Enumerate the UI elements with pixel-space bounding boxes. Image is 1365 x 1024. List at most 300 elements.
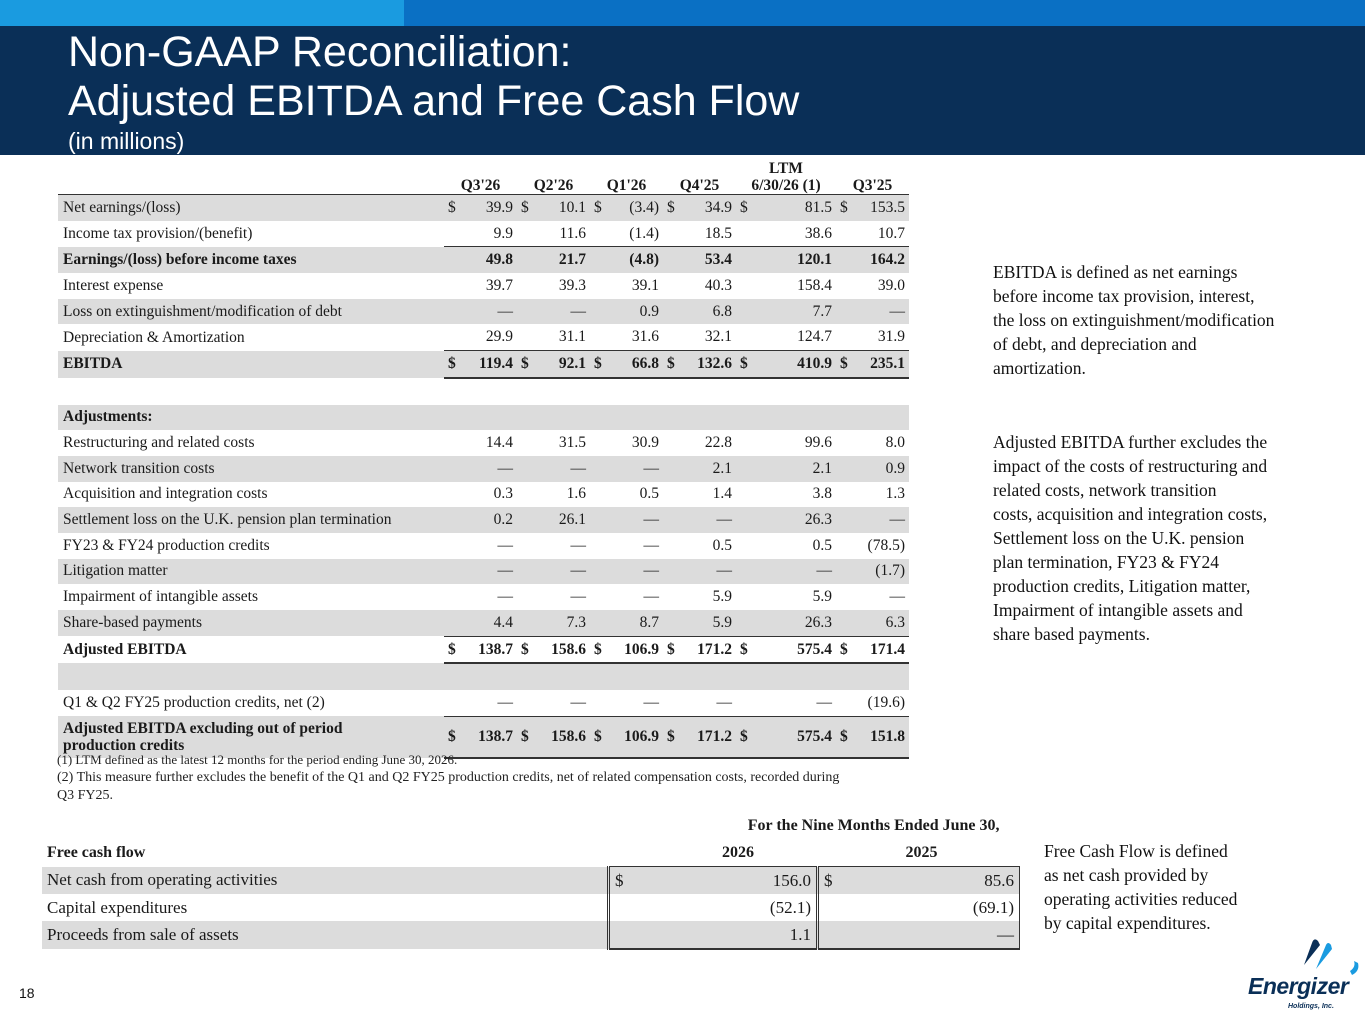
logo-wordmark: Energizer (1248, 973, 1349, 999)
cell-value: 31.6 (631, 328, 659, 346)
cell-value: — (570, 302, 586, 320)
value-cell (444, 610, 517, 636)
fcf-row-label: Capital expenditures (47, 897, 188, 917)
row-label: Interest expense (63, 276, 164, 294)
value-cell (517, 221, 590, 247)
cell-value: 138.7 (478, 728, 513, 746)
column-header: Q2'26 (517, 154, 590, 195)
row-label: Q1 & Q2 FY25 production credits, net (2) (63, 694, 325, 712)
footnote-2-cont: Q3 FY25. (57, 788, 114, 803)
cell-value: 2.1 (712, 459, 732, 477)
value-cell (663, 273, 736, 299)
value-cell (444, 273, 517, 299)
cell-value: 92.1 (558, 354, 586, 372)
cell-value: — (570, 588, 586, 606)
value-cell (736, 507, 836, 533)
value-cell (736, 690, 836, 716)
value-cell (663, 559, 736, 585)
value-cell (517, 247, 590, 273)
currency-sign: $ (824, 870, 833, 890)
row-label: Income tax provision/(benefit) (63, 224, 253, 242)
currency-sign: $ (667, 354, 675, 372)
value-cell (836, 507, 909, 533)
value-cell (663, 299, 736, 325)
fcf-period-row (42, 812, 1020, 839)
currency-sign: $ (740, 198, 748, 216)
value-cell (663, 716, 736, 758)
value-cell (517, 299, 590, 325)
value-cell (836, 559, 909, 585)
cell-value: — (889, 302, 905, 320)
column-header: Q3'26 (444, 154, 517, 195)
value-cell (736, 299, 836, 325)
table-row (58, 195, 909, 221)
free-cash-flow-table (42, 812, 1020, 950)
value-cell (517, 456, 590, 482)
cell-value: — (716, 511, 732, 529)
currency-sign: $ (615, 870, 624, 890)
title-line-2: Adjusted EBITDA and Free Cash Flow (68, 77, 800, 125)
currency-sign: $ (667, 640, 675, 658)
cell-value: 158.6 (551, 728, 586, 746)
cell-value: — (497, 562, 513, 580)
value-cell (590, 273, 663, 299)
cell-value: 7.3 (566, 613, 586, 631)
table-row (58, 456, 909, 482)
value-cell (444, 507, 517, 533)
cell-value: 410.9 (797, 354, 832, 372)
value-cell (517, 324, 590, 350)
cell-value: — (497, 693, 513, 711)
cell-value: (3.4) (629, 198, 659, 216)
value-cell (836, 533, 909, 559)
fcf-year-1: 2026 (609, 839, 818, 867)
row-label: Litigation matter (58, 559, 444, 585)
value-cell (836, 716, 909, 758)
table-row (58, 430, 909, 456)
currency-sign: $ (594, 728, 602, 746)
cell-value: 575.4 (797, 728, 832, 746)
cell-value: 575.4 (797, 640, 832, 658)
currency-sign: $ (594, 354, 602, 372)
fcf-value: (52.1) (609, 894, 818, 921)
value-cell (590, 351, 663, 378)
value-cell (736, 430, 836, 456)
cell-value: 5.9 (712, 588, 732, 606)
table-row (58, 559, 909, 585)
cell-value: 10.1 (558, 198, 586, 216)
spacer-row (58, 378, 909, 405)
cell-value: 39.1 (631, 276, 659, 294)
cell-value: — (570, 536, 586, 554)
row-label: Adjusted EBITDA (63, 640, 187, 658)
value-cell (590, 430, 663, 456)
value-cell (517, 716, 590, 758)
fcf-row-label: Proceeds from sale of assets (42, 921, 609, 949)
cell-value: 5.9 (812, 588, 832, 606)
header-blank (58, 154, 444, 195)
value-cell (836, 351, 909, 378)
cell-value: 0.9 (639, 302, 659, 320)
row-label: Impairment of intangible assets (63, 588, 258, 606)
cell-value: 99.6 (804, 434, 832, 452)
ebitda-reconciliation-table (58, 154, 909, 759)
fcf-period-header: For the Nine Months Ended June 30, (747, 816, 1000, 834)
value-cell (517, 533, 590, 559)
footnote-1: (1) LTM defined as the latest 12 months for the period ending June 30, 2026. (57, 752, 458, 767)
value-cell (836, 195, 909, 221)
cell-value: 235.1 (870, 354, 905, 372)
currency-sign: $ (840, 198, 848, 216)
cell-value: 158.4 (797, 276, 832, 294)
value-cell (663, 690, 736, 716)
cell-value: 0.5 (639, 485, 659, 503)
row-label-line: Adjusted EBITDA excluding out of period (63, 720, 343, 737)
value-cell (736, 482, 836, 508)
row-label: Acquisition and integration costs (63, 485, 268, 503)
row-label: EBITDA (58, 351, 444, 378)
cell-value: 66.8 (631, 354, 659, 372)
fcf-value: 85.6 (984, 870, 1014, 890)
cell-value: 171.2 (697, 640, 732, 658)
value-cell (836, 482, 909, 508)
cell-value: 21.7 (558, 251, 586, 269)
table-row (58, 584, 909, 610)
cell-value: 39.0 (877, 276, 905, 294)
row-label: Network transition costs (58, 456, 444, 482)
table-row (58, 273, 909, 299)
cell-value: — (816, 693, 832, 711)
value-cell (663, 456, 736, 482)
value-cell (663, 610, 736, 636)
cell-value: 8.7 (639, 613, 659, 631)
currency-sign: $ (667, 728, 675, 746)
cell-value: 2.1 (812, 459, 832, 477)
currency-sign: $ (448, 198, 456, 216)
value-cell (663, 430, 736, 456)
cell-value: 1.4 (712, 485, 732, 503)
cell-value: 1.3 (885, 485, 905, 503)
cell-value: 106.9 (624, 640, 659, 658)
table-row (58, 247, 909, 273)
value-cell (444, 559, 517, 585)
cell-value: 39.7 (485, 276, 513, 294)
table-row (58, 405, 909, 431)
currency-sign: $ (840, 354, 848, 372)
cell-value: 0.5 (712, 536, 732, 554)
value-cell (736, 584, 836, 610)
currency-sign: $ (521, 640, 529, 658)
ltm-header-bottom: 6/30/26 (1) (751, 177, 821, 194)
cell-value: 38.6 (804, 224, 832, 242)
cell-value: 0.9 (885, 459, 905, 477)
value-cell (590, 482, 663, 508)
row-label: Share-based payments (58, 610, 444, 636)
value-cell (517, 507, 590, 533)
value-cell (444, 351, 517, 378)
cell-value: 120.1 (797, 251, 832, 269)
fcf-value: 1.1 (609, 921, 818, 949)
value-cell (517, 559, 590, 585)
currency-sign: $ (521, 198, 529, 216)
value-cell (444, 221, 517, 247)
table-row (42, 894, 1020, 921)
row-label-line: production credits (63, 737, 185, 754)
ebitda-definition: EBITDA is defined as net earnings before income tax provision, interest, the loss on extinguishment/modification of debt, and depreciation and amortization. (993, 262, 1275, 378)
currency-sign: $ (448, 354, 456, 372)
value-cell (663, 533, 736, 559)
cell-value: — (716, 562, 732, 580)
cell-value: 0.5 (812, 536, 832, 554)
currency-sign: $ (448, 728, 456, 746)
cell-value: 10.7 (877, 224, 905, 242)
column-header: Q4'25 (663, 154, 736, 195)
cell-value: (19.6) (867, 693, 905, 711)
cell-value: 39.3 (558, 276, 586, 294)
fcf-definition: Free Cash Flow is defined as net cash provided by operating activities reduced by capital expenditures. (1044, 841, 1238, 933)
cell-value: 4.4 (493, 613, 513, 631)
page-title (68, 28, 799, 126)
value-cell (663, 482, 736, 508)
value-cell (736, 610, 836, 636)
cell-value: 81.5 (804, 198, 832, 216)
cell-value: 31.5 (558, 434, 586, 452)
cell-value: — (570, 459, 586, 477)
value-cell (444, 247, 517, 273)
value-cell (590, 195, 663, 221)
ltm-header-top: LTM (769, 160, 803, 177)
footnote-2: (2) This measure further excludes the benefit of the Q1 and Q2 FY25 production credits, net of related compensation costs, recorded during (57, 770, 840, 785)
cell-value: 119.4 (478, 354, 513, 372)
value-cell (444, 430, 517, 456)
cell-value: 11.6 (559, 224, 586, 242)
row-label: Settlement loss on the U.K. pension plan termination (58, 507, 444, 533)
row-label: Earnings/(loss) before income taxes (58, 247, 444, 273)
cell-value: — (497, 302, 513, 320)
value-cell (663, 584, 736, 610)
row-label: FY23 & FY24 production credits (63, 536, 270, 554)
cell-value: 164.2 (870, 251, 905, 269)
value-cell (836, 273, 909, 299)
cell-value: — (643, 693, 659, 711)
table-row (58, 221, 909, 247)
fcf-value: — (818, 921, 1020, 949)
value-cell (836, 610, 909, 636)
cell-value: 124.7 (797, 328, 832, 346)
accent-bar-light (0, 0, 404, 26)
title-line-1: Non-GAAP Reconciliation: (68, 28, 572, 76)
value-cell (517, 430, 590, 456)
cell-value: 22.8 (704, 434, 732, 452)
value-cell (590, 533, 663, 559)
value-cell (836, 430, 909, 456)
cell-value: — (889, 511, 905, 529)
table-row (42, 867, 1020, 895)
value-cell (590, 636, 663, 663)
cell-value: 26.3 (804, 613, 832, 631)
cell-value: 1.6 (566, 485, 586, 503)
value-cell (836, 299, 909, 325)
logo-subtext: Holdings, Inc. (1288, 1003, 1334, 1010)
cell-value: 9.9 (493, 224, 513, 242)
row-label: Restructuring and related costs (63, 434, 255, 452)
cell-value: — (570, 693, 586, 711)
currency-sign: $ (521, 354, 529, 372)
value-cell (836, 247, 909, 273)
fcf-row-label: Net cash from operating activities (42, 867, 609, 895)
cell-value: 30.9 (631, 434, 659, 452)
cell-value: 40.3 (704, 276, 732, 294)
value-cell (736, 636, 836, 663)
cell-value: 171.4 (870, 640, 905, 658)
value-cell (517, 482, 590, 508)
value-cell (590, 690, 663, 716)
value-cell (736, 273, 836, 299)
cell-value: (78.5) (867, 536, 905, 554)
value-cell (736, 559, 836, 585)
table-row (58, 351, 909, 378)
cell-value: — (643, 511, 659, 529)
currency-sign: $ (594, 640, 602, 658)
cell-value: — (497, 588, 513, 606)
table-row (58, 482, 909, 508)
value-cell (836, 456, 909, 482)
cell-value: 106.9 (624, 728, 659, 746)
value-cell (444, 584, 517, 610)
value-cell (836, 584, 909, 610)
value-cell (590, 610, 663, 636)
cell-value: 0.3 (493, 485, 513, 503)
cell-value: 6.8 (712, 302, 732, 320)
value-cell (444, 533, 517, 559)
cell-value: 3.8 (812, 485, 832, 503)
currency-sign: $ (521, 728, 529, 746)
cell-value: 29.9 (485, 328, 513, 346)
cell-value: — (643, 588, 659, 606)
value-cell (836, 636, 909, 663)
value-cell (444, 195, 517, 221)
value-cell (736, 456, 836, 482)
cell-value: 18.5 (704, 224, 732, 242)
table-row (42, 921, 1020, 949)
currency-sign: $ (667, 198, 675, 216)
cell-value: 7.7 (812, 302, 832, 320)
currency-sign: $ (740, 640, 748, 658)
value-cell (590, 559, 663, 585)
value-cell (444, 324, 517, 350)
value-cell (736, 324, 836, 350)
cell-value: 151.8 (870, 728, 905, 746)
cell-value: 49.8 (485, 251, 513, 269)
accent-bar-dark (404, 0, 1365, 26)
cell-value: — (643, 562, 659, 580)
cell-value: (4.8) (629, 251, 659, 269)
value-cell (736, 195, 836, 221)
cell-value: 132.6 (697, 354, 732, 372)
cell-value: — (497, 536, 513, 554)
currency-sign: $ (594, 198, 602, 216)
value-cell (836, 221, 909, 247)
value-cell (444, 456, 517, 482)
adjusted-ebitda-definition-part2: costs, acquisition and integration costs, Settlement loss on the U.K. pension plan termination, FY23 & FY24 production credits, Litigation matter, Impairment of intangible assets and share based payments. (993, 504, 1268, 644)
adjusted-ebitda-definition-part1: Adjusted EBITDA further excludes the impact of the costs of restructuring and related costs, network transition (993, 432, 1268, 500)
value-cell (590, 247, 663, 273)
value-cell (590, 299, 663, 325)
cell-value: 31.9 (877, 328, 905, 346)
cell-value: 8.0 (885, 434, 905, 452)
value-cell (590, 716, 663, 758)
currency-sign: $ (740, 728, 748, 746)
value-cell (590, 507, 663, 533)
cell-value: 26.3 (804, 511, 832, 529)
cell-value: — (570, 562, 586, 580)
cell-value: 32.1 (704, 328, 732, 346)
row-label: Adjustments: (58, 405, 444, 431)
table-header-row (58, 154, 909, 195)
column-header: Q3'25 (836, 154, 909, 195)
value-cell (444, 299, 517, 325)
cell-value: 6.3 (885, 613, 905, 631)
cell-value: (1.7) (875, 562, 905, 580)
value-cell (736, 533, 836, 559)
value-cell (663, 351, 736, 378)
value-cell (590, 221, 663, 247)
table-row (58, 610, 909, 636)
currency-sign: $ (840, 640, 848, 658)
value-cell (517, 690, 590, 716)
cell-value: 39.9 (485, 198, 513, 216)
value-cell (444, 690, 517, 716)
column-header-ltm (736, 154, 836, 195)
value-cell (517, 636, 590, 663)
value-cell (517, 195, 590, 221)
cell-value: 34.9 (704, 198, 732, 216)
cell-value: — (497, 459, 513, 477)
currency-sign: $ (840, 728, 848, 746)
fcf-value: (69.1) (818, 894, 1020, 921)
value-cell (663, 247, 736, 273)
value-cell (517, 351, 590, 378)
cell-value: 0.2 (493, 511, 513, 529)
cell-value: 53.4 (704, 251, 732, 269)
value-cell (663, 507, 736, 533)
cell-value: (1.4) (629, 224, 659, 242)
value-cell (836, 324, 909, 350)
value-cell (736, 221, 836, 247)
page-subtitle: (in millions) (68, 128, 185, 154)
column-header: Q1'26 (590, 154, 663, 195)
row-label: Loss on extinguishment/modification of debt (58, 299, 444, 325)
currency-sign: $ (448, 640, 456, 658)
cell-value: 31.1 (558, 328, 586, 346)
cell-value: 153.5 (870, 198, 905, 216)
value-cell (590, 324, 663, 350)
cell-value: — (643, 536, 659, 554)
fcf-year-2: 2025 (818, 839, 1020, 867)
fcf-title: Free cash flow (47, 843, 146, 861)
currency-sign: $ (740, 354, 748, 372)
row-label: Depreciation & Amortization (63, 328, 245, 346)
fcf-value: 156.0 (772, 870, 811, 890)
cell-value: — (643, 459, 659, 477)
table-row (58, 636, 909, 663)
table-row (58, 324, 909, 350)
fcf-title-row (42, 839, 1020, 867)
value-cell (517, 273, 590, 299)
spacer-row (58, 663, 909, 690)
value-cell (517, 584, 590, 610)
value-cell (444, 482, 517, 508)
